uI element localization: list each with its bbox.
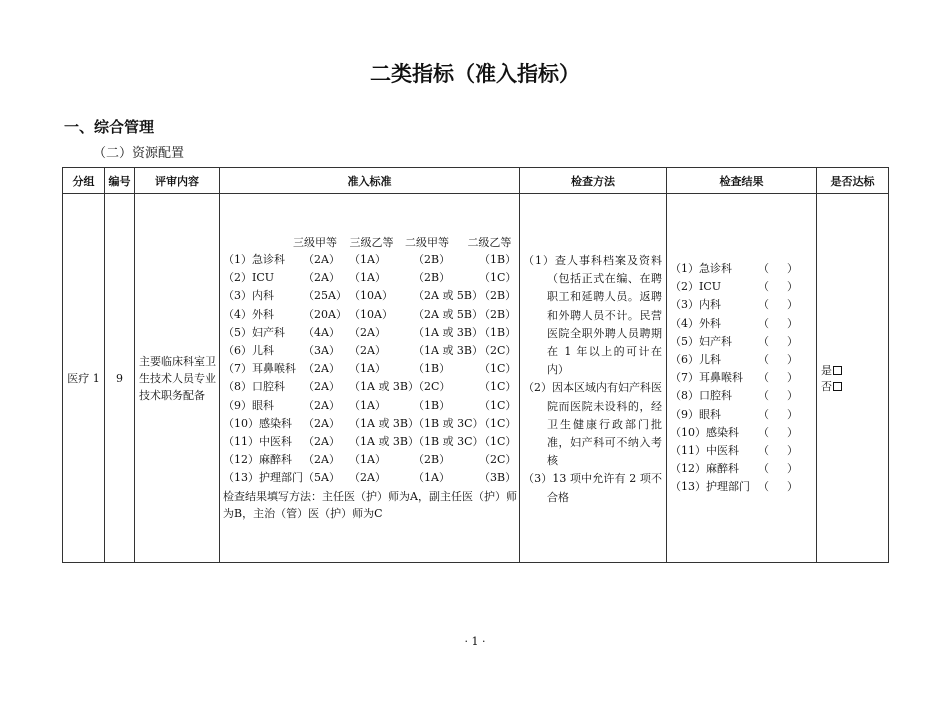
req-level-2: （10A） — [349, 307, 393, 321]
result-close-paren: ） — [787, 353, 798, 367]
result-blank[interactable] — [758, 406, 798, 424]
cell-content: 主要临床科室卫生技术人员专业技术职务配备 — [135, 194, 220, 563]
dept-name: （1）急诊科 — [223, 253, 285, 266]
req-level-3: （2C） — [413, 380, 451, 394]
result-item — [670, 369, 816, 387]
req-level-4: （1C） — [479, 380, 517, 394]
standard-rows — [223, 251, 517, 487]
req-level-3: （1B） — [413, 398, 451, 412]
result-label: （13）护理部门 — [670, 480, 750, 494]
req-level-2: （1A） — [349, 253, 386, 266]
page-number: · 1 · — [464, 635, 486, 648]
result-item — [670, 460, 816, 478]
req-level-3: （2A 或 5B） — [413, 307, 484, 321]
result-close-paren: ） — [787, 480, 798, 494]
cell-group: 医疗 1 — [63, 194, 105, 563]
result-label: （2）ICU — [670, 280, 722, 294]
result-item — [670, 424, 816, 442]
result-item — [670, 478, 816, 496]
result-open-paren: （ — [758, 334, 769, 348]
req-level-4: （2B） — [479, 289, 517, 303]
result-blank[interactable] — [758, 460, 798, 478]
header-standard: 准入标准 — [220, 168, 520, 194]
header-content: 评审内容 — [135, 168, 220, 194]
req-level-1: （5A） — [303, 471, 340, 485]
result-open-paren: （ — [758, 407, 769, 421]
result-blank[interactable] — [758, 260, 798, 278]
req-level-2: （1A） — [349, 398, 386, 412]
result-close-paren: ） — [787, 389, 798, 403]
header-result: 检查结果 — [667, 168, 817, 194]
header-number: 编号 — [105, 168, 135, 194]
req-level-4: （1C） — [479, 362, 517, 376]
result-open-paren: （ — [758, 462, 769, 476]
dept-name: （13）护理部门 — [223, 471, 303, 485]
result-item — [670, 442, 816, 460]
dept-name: （2）ICU — [223, 271, 275, 285]
dept-name: （3）内科 — [223, 289, 274, 303]
req-level-1: （2A） — [303, 398, 340, 412]
req-level-4: （2C） — [479, 343, 517, 357]
result-label: （4）外科 — [670, 316, 721, 330]
req-level-2: （1A 或 3B） — [349, 416, 420, 430]
subsection-heading: （二）资源配置 — [93, 146, 185, 161]
req-level-2: （10A） — [349, 289, 393, 303]
result-close-paren: ） — [787, 316, 798, 330]
compliance-no-checkbox[interactable] — [833, 382, 842, 391]
result-close-paren: ） — [787, 280, 798, 294]
compliance-yes-label: 是 — [821, 364, 832, 377]
header-method: 检查方法 — [520, 168, 667, 194]
cell-compliance — [817, 194, 889, 563]
req-level-3: （1B） — [413, 362, 451, 376]
standard-row — [223, 378, 517, 396]
result-close-paren: ） — [787, 298, 798, 312]
result-blank[interactable] — [758, 351, 798, 369]
header-group: 分组 — [63, 168, 105, 194]
compliance-yes-checkbox[interactable] — [833, 366, 842, 375]
result-close-paren: ） — [787, 462, 798, 476]
req-level-2: （2A） — [349, 471, 386, 485]
req-level-2: （1A 或 3B） — [349, 434, 420, 448]
req-level-3: （1A） — [413, 471, 450, 485]
result-label: （3）内科 — [670, 298, 721, 312]
dept-name: （11）中医科 — [223, 434, 292, 448]
dept-name: （6）儿科 — [223, 343, 274, 357]
req-level-3: （1B 或 3C） — [413, 416, 484, 430]
result-close-paren: ） — [787, 334, 798, 348]
dept-name: （9）眼科 — [223, 398, 274, 412]
result-item — [670, 260, 816, 278]
req-level-1: （2A） — [303, 434, 340, 448]
req-level-4: （1B） — [479, 253, 517, 266]
result-blank[interactable] — [758, 387, 798, 405]
req-level-1: （2A） — [303, 362, 340, 376]
req-level-2: （1A） — [349, 271, 386, 285]
result-close-paren: ） — [787, 371, 798, 385]
req-level-4: （3B） — [479, 471, 517, 485]
req-level-3: （1A 或 3B） — [413, 343, 484, 357]
method-item: （2）因本区域内有妇产科医院而医院未设科的，经卫生健康行政部门批准，妇产科可不纳入考核 — [523, 381, 662, 468]
req-level-4: （1C） — [479, 398, 517, 412]
result-open-paren: （ — [758, 389, 769, 403]
dept-name: （8）口腔科 — [223, 380, 285, 394]
level-label: 二级甲等 — [405, 236, 449, 249]
result-open-paren: （ — [758, 371, 769, 385]
standard-row — [223, 287, 517, 305]
result-item — [670, 406, 816, 424]
standard-note: 检查结果填写方法：主任医（护）师为A，副主任医（护）师为B，主治（管）医（护）师为C — [223, 490, 517, 521]
req-level-1: （2A） — [303, 253, 340, 266]
req-level-2: （2A） — [349, 343, 386, 357]
req-level-3: （1B 或 3C） — [413, 434, 484, 448]
level-label: 三级甲等 — [293, 236, 337, 249]
result-blank[interactable] — [758, 315, 798, 333]
req-level-4: （2B） — [479, 307, 517, 321]
result-open-paren: （ — [758, 316, 769, 330]
result-open-paren: （ — [758, 298, 769, 312]
result-open-paren: （ — [758, 280, 769, 294]
result-blank[interactable] — [758, 424, 798, 442]
result-label: （9）眼科 — [670, 407, 721, 421]
req-level-4: （1C） — [479, 434, 517, 448]
standard-row — [223, 397, 517, 415]
cell-number: 9 — [105, 194, 135, 563]
req-level-1: （4A） — [303, 325, 340, 339]
req-level-4: （1C） — [479, 271, 517, 285]
result-blank[interactable] — [758, 333, 798, 351]
req-level-3: （2B） — [413, 271, 451, 285]
result-close-paren: ） — [787, 444, 798, 458]
req-level-4: （1C） — [479, 416, 517, 430]
method-item: （1）查人事科档案及资料（包括正式在编、在聘职工和延聘人员。返聘和外聘人员不计。民营医院全职外聘人员聘期在 1 年以上的可计在内） — [523, 254, 662, 377]
result-blank[interactable] — [758, 278, 798, 296]
req-level-3: （2A 或 5B） — [413, 289, 484, 303]
result-blank[interactable] — [758, 478, 798, 496]
compliance-no[interactable] — [821, 378, 842, 394]
req-level-2: （1A） — [349, 362, 386, 376]
document-title: 二类指标（准入指标） — [370, 62, 580, 86]
req-level-2: （1A 或 3B） — [349, 380, 420, 394]
result-close-paren: ） — [787, 407, 798, 421]
result-item — [670, 278, 816, 296]
result-blank[interactable] — [758, 442, 798, 460]
method-item: （3）13 项中允许有 2 项不合格 — [523, 472, 662, 504]
result-open-paren: （ — [758, 444, 769, 458]
dept-name: （7）耳鼻喉科 — [223, 362, 296, 376]
req-level-1: （3A） — [303, 343, 340, 357]
result-label: （8）口腔科 — [670, 389, 732, 403]
req-level-1: （25A） — [303, 289, 347, 303]
result-list — [667, 194, 816, 497]
req-level-3: （2B） — [413, 253, 451, 266]
result-close-paren: ） — [787, 425, 798, 439]
result-label: （12）麻醉科 — [670, 462, 739, 476]
result-open-paren: （ — [758, 480, 769, 494]
cell-method — [520, 194, 667, 563]
dept-name: （10）感染科 — [223, 416, 292, 430]
method-list — [520, 194, 666, 507]
section-heading: 一、综合管理 — [64, 118, 155, 136]
result-item — [670, 387, 816, 405]
result-open-paren: （ — [758, 262, 769, 275]
indicator-table — [62, 167, 889, 563]
cell-standard — [220, 194, 520, 563]
req-level-1: （2A） — [303, 416, 340, 430]
standard-row — [223, 269, 517, 287]
standard-row — [223, 251, 517, 269]
table-header-row — [63, 168, 889, 194]
req-level-3: （1A 或 3B） — [413, 325, 484, 339]
level-label: 三级乙等 — [349, 236, 394, 249]
result-blank[interactable] — [758, 296, 798, 314]
result-item — [670, 315, 816, 333]
req-level-2: （2A） — [349, 325, 386, 339]
compliance-no-label: 否 — [821, 380, 832, 393]
standard-row — [223, 324, 517, 342]
result-label: （11）中医科 — [670, 444, 739, 458]
result-label: （5）妇产科 — [670, 334, 732, 348]
standard-row — [223, 342, 517, 360]
result-item — [670, 333, 816, 351]
dept-name: （12）麻醉科 — [223, 453, 292, 467]
standard-row — [223, 415, 517, 433]
standard-row — [223, 451, 517, 469]
result-label: （10）感染科 — [670, 425, 739, 439]
req-level-1: （2A） — [303, 453, 340, 467]
standard-row — [223, 306, 517, 324]
level-label: 二级乙等 — [467, 236, 512, 249]
result-label: （1）急诊科 — [670, 262, 732, 275]
cell-result — [667, 194, 817, 563]
standard-row — [223, 360, 517, 378]
req-level-4: （1B） — [479, 325, 517, 339]
result-open-paren: （ — [758, 353, 769, 367]
req-level-2: （1A） — [349, 453, 386, 467]
dept-name: （4）外科 — [223, 307, 274, 321]
result-label: （6）儿科 — [670, 353, 721, 367]
standard-levels — [223, 234, 517, 251]
standard-row — [223, 433, 517, 451]
result-blank[interactable] — [758, 369, 798, 387]
compliance-yes[interactable] — [821, 362, 842, 378]
standard-block — [223, 234, 517, 522]
standard-row — [223, 469, 517, 487]
result-item — [670, 351, 816, 369]
req-level-1: （20A） — [303, 307, 347, 321]
result-label: （7）耳鼻喉科 — [670, 371, 743, 385]
table-row — [63, 194, 889, 563]
header-compliance: 是否达标 — [817, 168, 889, 194]
req-level-1: （2A） — [303, 380, 340, 394]
dept-name: （5）妇产科 — [223, 325, 285, 339]
req-level-1: （2A） — [303, 271, 340, 285]
result-open-paren: （ — [758, 425, 769, 439]
result-close-paren: ） — [787, 262, 798, 275]
result-item — [670, 296, 816, 314]
req-level-4: （2C） — [479, 453, 517, 467]
req-level-3: （2B） — [413, 453, 451, 467]
